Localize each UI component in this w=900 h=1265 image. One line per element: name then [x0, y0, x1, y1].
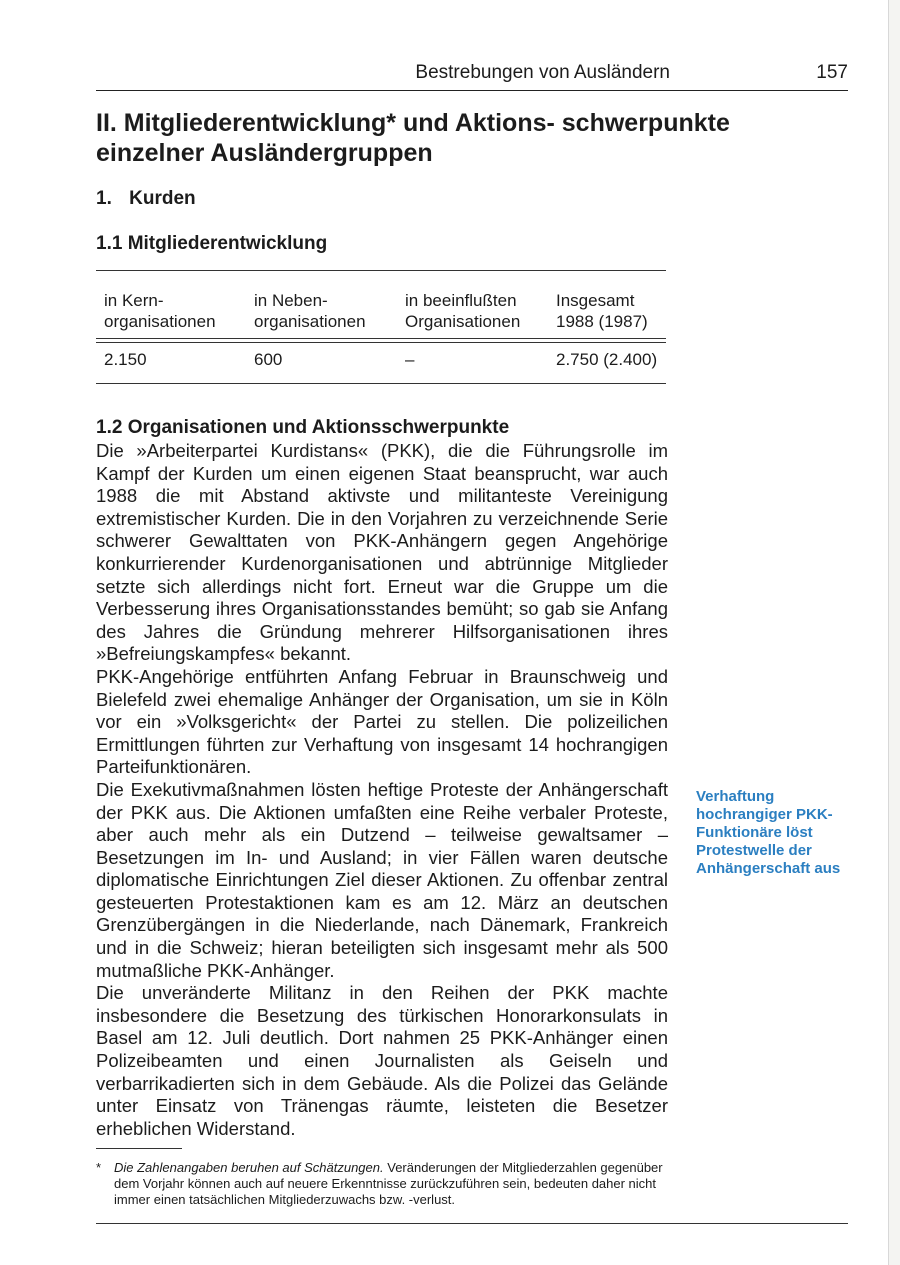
running-title: Bestrebungen von Ausländern	[415, 62, 670, 83]
paragraph: PKK-Angehörige entführten Anfang Februar in Braunschweig und Bielefeld zwei ehemalige Anhänger der Organisation, um sie in Köln vor ein »Volksgericht« der Partei zu stellen. Die polizeilichen Ermittlungen führten zur Verhaftung von insgesamt 14 hochrangigen Parteifunktionären.	[96, 665, 668, 778]
table-header-cell	[104, 290, 216, 332]
table-top-rule	[96, 270, 666, 271]
footnote-text: Die Zahlenangaben beruhen auf Schätzungen.	[114, 1160, 384, 1175]
paragraph: Die »Arbeiterpartei Kurdistans« (PKK), die die Führungsrolle im Kampf der Kurden um einen eigenen Staat beansprucht, war auch 1988 die mit Abstand aktivste und militanteste Vereinigung extremistischer Kurden. Die in den Vorjahren zu verzeichnende Serie schwerer Gewalttaten von PKK-Anhängern gegen Angehörige konkurrierender Kurdenorganisationen und abtrünnige Mitglieder setzte sich allerdings nicht fort. Erneut war die Gruppe um die Verbesserung ihres Organisationsstandes bemüht; so gab sie Anfang des Jahres die Gründung mehrerer Hilfsorganisationen ihres »Befreiungskampfes« bekannt.	[96, 440, 668, 665]
header-line: in beeinflußten	[405, 291, 517, 310]
table-cell: –	[405, 350, 415, 369]
paragraph: Die Exekutivmaßnahmen lösten heftige Proteste der Anhängerschaft der PKK aus. Die Aktionen umfaßten eine Reihe verbaler Proteste, aber auch mehr als ein Dutzend – teilweise gewaltsamer – Besetzungen im In- und Ausland; in vier Fällen waren deutsche diplomatische Einrichtungen Ziel dieser Aktionen. Zu offenbar zentral gesteuerten Protestaktionen kam es am 12. März an deutschen Grenzübergängen in die Niederlande, nach Dänemark, Frankreich und in die Schweiz; hieran beteiligten sich insgesamt mehr als 500 mutmaßliche PKK-Anhänger.	[96, 778, 668, 981]
footnote-rule	[96, 1148, 182, 1149]
subsection-heading-membership: 1.1 Mitgliederentwicklung	[96, 233, 328, 254]
page-number: 157	[816, 62, 848, 83]
table-cell: 2.150	[104, 350, 147, 369]
header-rule	[96, 90, 848, 91]
header-line: in Neben-	[254, 291, 328, 310]
section-title: Kurden	[129, 188, 196, 209]
margin-note: Verhaftung hochrangiger PKK-Funktionäre löst Protestwelle der Anhängerschaft aus	[696, 788, 841, 877]
chapter-title: II. Mitgliederentwicklung* und Aktions- schwerpunkte einzelner Ausländergruppen	[96, 109, 730, 167]
section-number: 1.	[96, 188, 112, 209]
table-bottom-rule	[96, 383, 666, 384]
header-line: organisationen	[104, 312, 216, 331]
header-line: Organisationen	[405, 312, 521, 331]
subsection-heading-organisations: 1.2 Organisationen und Aktionsschwerpunkte	[96, 417, 510, 438]
table-cell: 2.750 (2.400)	[556, 350, 658, 369]
table-header-cell	[405, 290, 520, 332]
footnote-marker: *	[96, 1160, 102, 1175]
bottom-rule	[96, 1223, 848, 1224]
paragraph: Die unveränderte Militanz in den Reihen der PKK machte insbesondere die Besetzung des türkischen Honorarkonsulats in Basel am 12. Juli deutlich. Dort nahmen 25 PKK-Anhänger einen Polizeibeamten und einen Journalisten als Geiseln und verbarrikadierten sich in dem Gebäude. Als die Polizei das Gelände unter Einsatz von Tränengas räumte, leisteten die Besetzer erheblichen Widerstand.	[96, 982, 668, 1139]
table-header-rule	[96, 338, 666, 343]
section-heading	[96, 188, 196, 210]
table-header-cell	[556, 290, 648, 332]
header-line: organisationen	[254, 312, 366, 331]
table-header-cell	[254, 290, 366, 332]
table-cell: 600	[254, 350, 283, 369]
footnote	[96, 1160, 686, 1208]
body-text	[96, 440, 668, 1140]
header-line: in Kern-	[104, 291, 164, 310]
footnote-text: Veränderungen der Mitgliederzahlen gegenüber dem Vorjahr können auch auf neuere Erkenntnisse zurückzuführen sein, bedeuten daher nicht immer einen tatsächlichen Mitgliederzuwachs bzw. -verlust.	[114, 1160, 663, 1207]
header-line: Insgesamt	[556, 291, 635, 310]
header-line: 1988 (1987)	[556, 312, 648, 331]
